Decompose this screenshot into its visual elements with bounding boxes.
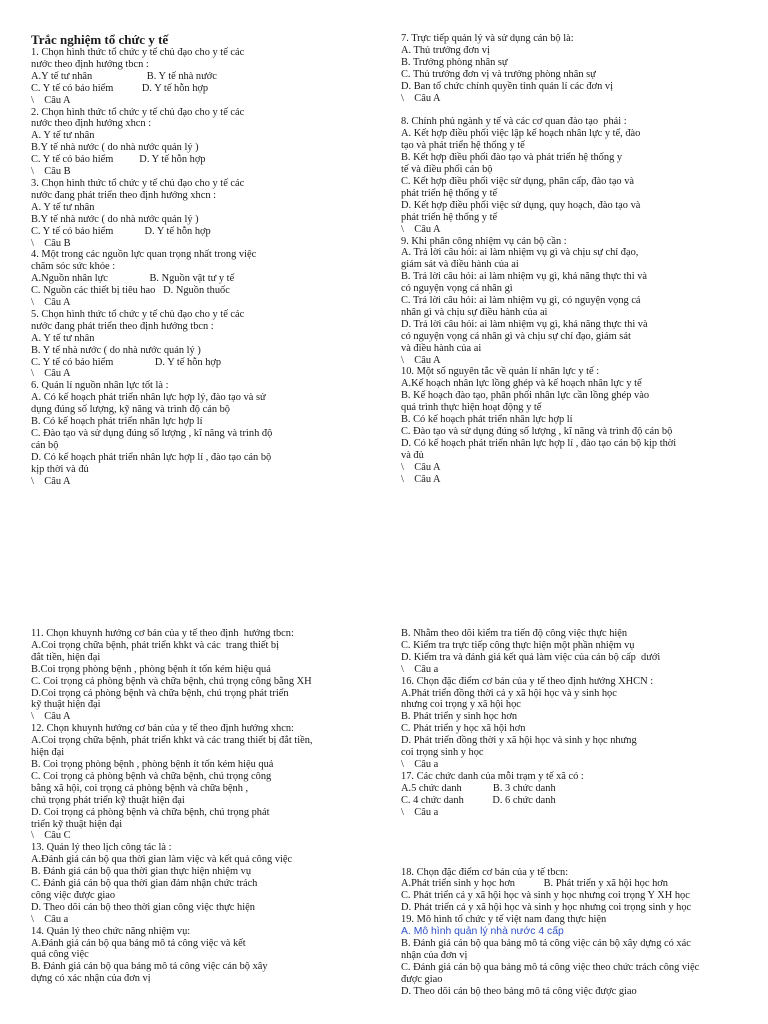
- text-line: B. Trả lời câu hỏi: ai làm nhiệm vụ gì, khả năng thực thi và: [401, 271, 648, 283]
- text-line: bằng xã hội, coi trọng cả phòng bệnh và chữa bệnh ,: [31, 782, 249, 794]
- answer-line: \ Câu a: [401, 806, 439, 818]
- answer-line: \ Câu a: [401, 758, 439, 770]
- text-line: A. Mô hình quản lý nhà nước 4 cấp: [401, 926, 564, 938]
- spacer: [401, 819, 753, 831]
- text-line: C. Kết hợp điều phối việc sử dụng, phân cấp, đào tạo và: [401, 175, 635, 187]
- text-line: tạo và phát triển hệ thống y tế: [401, 140, 525, 152]
- question-block: [31, 47, 381, 488]
- text-line: C. Đánh giá cán bộ qua bảng mô tả công việc theo chức trách công việc: [401, 961, 700, 973]
- text-line: coi trọng sinh y học: [401, 747, 484, 759]
- text-line: A.Đánh giá cán bộ qua bảng mô tả công việc và kết: [31, 937, 246, 949]
- text-line: B. Trưởng phòng nhân sự: [401, 56, 508, 68]
- text-line: A. Có kế hoạch phát triển nhân lực hợp lý, đào tạo và sử: [31, 392, 266, 404]
- text-line: C. Nguồn các thiết bị tiêu hao D. Nguồn thuốc: [31, 285, 230, 297]
- text-line: và điều hành của ai: [401, 342, 482, 354]
- answer-line: \ Câu A: [31, 368, 71, 380]
- question-block: [401, 628, 753, 997]
- answer-line: \ Câu B: [31, 166, 71, 178]
- text-line: B.Y tế nhà nước ( do nhà nước quản lý ): [31, 142, 199, 154]
- text-line: 14. Quản lý theo chức năng nhiệm vụ:: [31, 925, 191, 937]
- column-top-left: [31, 33, 381, 593]
- text-line: triển kỹ thuật hiện đại: [31, 818, 123, 830]
- text-line: B. Kế hoạch đào tạo, phân phối nhân lực cần lồng ghép vào: [401, 390, 650, 402]
- text-line: D. Theo dõi cán bộ theo bảng mô tả công việc được giao: [401, 985, 637, 997]
- text-line: B. Y tế nhà nước ( do nhà nước quản lý ): [31, 344, 201, 356]
- text-line: C. Coi trọng cả phòng bệnh và chữa bệnh, chú trọng công bằng XH: [31, 675, 312, 687]
- text-line: 19. Mô hình tổ chức y tế việt nam đang thực hiện: [401, 914, 607, 926]
- text-line: đắt tiền, hiện đại: [31, 651, 101, 663]
- answer-line: \ Câu a: [31, 913, 69, 925]
- column-bottom-left: [31, 628, 381, 1024]
- text-line: B. Đánh giá cán bộ qua bảng mô tả công việc cán bộ xây: [31, 961, 268, 973]
- text-line: 9. Khi phân công nhiệm vụ cán bộ cần :: [401, 235, 567, 247]
- text-line: D. Coi trọng cả phòng bệnh và chữa bệnh, chú trọng phát: [31, 806, 270, 818]
- text-line: A. Trả lời câu hỏi: ai làm nhiệm vụ gì và chịu sự chỉ đạo,: [401, 247, 639, 259]
- text-line: 7. Trực tiếp quản lý và sử dụng cán bộ là:: [401, 33, 574, 44]
- text-line: 8. Chính phủ ngành y tế và các cơ quan đào tạo phải :: [401, 116, 627, 128]
- text-line: 16. Chọn đặc điểm cơ bản của y tế theo định hướng XHCN :: [401, 675, 654, 687]
- answer-line: \ Câu B: [31, 237, 71, 249]
- answer-line: \ Câu A: [401, 92, 441, 104]
- text-line: A.Phát triển đồng thời cả y xã hội học và y sinh học: [401, 687, 617, 699]
- text-line: cán bộ: [31, 439, 59, 451]
- text-line: B. Phát triển y sinh học hơn: [401, 711, 518, 723]
- text-line: hiện đại: [31, 747, 65, 759]
- text-line: nước theo định hướng tbcn :: [31, 58, 149, 70]
- text-line: C. Đánh giá cán bộ qua thời gian đảm nhận chức trách: [31, 878, 258, 890]
- question-block: [401, 33, 753, 486]
- text-line: A. Y tế tư nhân: [31, 130, 95, 142]
- text-line: A.Phát triển sinh y học hơn B. Phát triển y xã hội học hơn: [401, 878, 668, 890]
- text-line: C. Đào tạo và sử dụng đúng số lượng , kĩ năng và trình độ cán bộ: [401, 426, 673, 437]
- text-line: 4. Một trong các nguồn lực quan trọng nhất trong việc: [31, 249, 257, 261]
- text-line: giám sát và điều hành của ai: [401, 259, 519, 271]
- spacer: [401, 855, 753, 867]
- text-line: A.Nguồn nhân lực B. Nguồn vật tư y tế: [31, 273, 235, 285]
- text-line: phát triển hệ thống y tế: [401, 211, 498, 223]
- text-line: 17. Các chức danh của mỗi trạm y tế xã có :: [401, 770, 584, 782]
- text-line: 11. Chọn khuynh hướng cơ bản của y tế theo định hướng tbcn:: [31, 628, 294, 639]
- answer-line: \ Câu A: [31, 297, 71, 309]
- text-line: A.Coi trọng chữa bệnh, phát triển khkt và các trang thiết bị: [31, 639, 280, 651]
- text-line: chú trọng phát triển kỹ thuật hiện đại: [31, 794, 185, 806]
- text-line: 13. Quản lý theo lịch công tác là :: [31, 842, 172, 854]
- text-line: nước theo định hướng xhcn :: [31, 118, 152, 130]
- text-line: kịp thời và đủ: [31, 463, 89, 475]
- text-line: nước đang phát triển theo định hướng xhcn :: [31, 189, 217, 201]
- text-line: 18. Chọn đặc điểm cơ bản của y tế tbcn:: [401, 866, 569, 878]
- text-line: D. Có kế hoạch phát triển nhân lực hợp lí , đào tạo cán bộ kịp thời: [401, 437, 677, 449]
- text-line: B. Kết hợp điều phối đào tạo và phát triển hệ thống y: [401, 152, 623, 164]
- text-line: C. Đào tạo và sử dụng đúng số lượng , kĩ năng và trình độ: [31, 428, 273, 439]
- text-line: A.Đánh giá cán bộ qua thời gian làm việc và kết quả công việc: [31, 854, 293, 866]
- text-line: có nguyện vọng cá nhân gì: [401, 283, 513, 295]
- text-line: C. Phát triển cả y xã hội học và sinh y học nhưng coi trọng Y XH học: [401, 890, 690, 902]
- question-block: [31, 628, 381, 985]
- document-title: Trắc nghiệm tổ chức y tế: [31, 33, 169, 47]
- text-line: được giao: [401, 973, 443, 985]
- text-line: C. 4 chức danh D. 6 chức danh: [401, 794, 556, 806]
- answer-line: \ Câu A: [31, 94, 71, 106]
- text-line: B.Y tế nhà nước ( do nhà nước quản lý ): [31, 213, 199, 225]
- text-line: dựng có xác nhận của đơn vị: [31, 973, 151, 985]
- text-line: B. Đánh giá cán bộ qua thời gian thực hiện nhiệm vụ: [31, 866, 252, 878]
- text-line: A.5 chức danh B. 3 chức danh: [401, 782, 556, 794]
- text-line: B. Có kế hoạch phát triển nhân lực hợp lí: [31, 416, 203, 428]
- text-line: D.Coi trọng cả phòng bệnh và chữa bệnh, chú trọng phát triển: [31, 687, 289, 699]
- answer-line: \ Câu A: [401, 223, 441, 235]
- answer-line: \ Câu A: [401, 473, 441, 485]
- text-line: A. Kết hợp điều phối việc lập kế hoạch nhân lực y tế, đào: [401, 128, 641, 140]
- text-line: 5. Chọn hình thức tổ chức y tế chủ đạo cho y tế các: [31, 308, 245, 320]
- text-line: D. Trả lời câu hỏi: ai làm nhiệm vụ gì, khả năng thực thi và: [401, 318, 648, 330]
- text-line: C. Y tế có bảo hiểm D. Y tế hỗn hợp: [31, 356, 222, 368]
- text-line: D. Phát triển đồng thời y xã hội học và sinh y học nhưng: [401, 735, 637, 747]
- spacer: [401, 843, 753, 855]
- text-line: C. Coi trọng cả phòng bệnh và chữa bệnh, chú trọng công: [31, 770, 272, 782]
- answer-line: \ Câu A: [31, 711, 71, 723]
- answer-line: \ Câu A: [401, 354, 441, 366]
- text-line: A. Y tế tư nhân: [31, 332, 95, 344]
- text-line: A.Coi trọng chữa bệnh, phát triển khkt và các trang thiết bị đắt tiền,: [31, 735, 313, 747]
- text-line: nhân gì và chịu sự điều hành của ai: [401, 306, 548, 318]
- spacer: [401, 831, 753, 843]
- text-line: C. Trả lời câu hỏi: ai làm nhiệm vụ gì, có nguyện vọng cá: [401, 295, 641, 307]
- text-line: A. Y tế tư nhân: [31, 201, 95, 213]
- text-line: C. Y tế có bảo hiểm D. Y tế hỗn hợp: [31, 82, 209, 94]
- text-line: phát triển hệ thống y tế: [401, 187, 498, 199]
- text-line: C. Y tế có bảo hiểm D. Y tế hỗn hợp: [31, 154, 206, 166]
- text-line: A.Kế hoạch nhân lực lồng ghép và kế hoạch nhân lực y tế: [401, 378, 642, 390]
- text-line: B.Coi trọng phòng bệnh , phòng bệnh ít tốn kém hiệu quả: [31, 663, 271, 675]
- text-line: B. Nhằm theo dõi kiểm tra tiến độ công việc thực hiện: [401, 628, 628, 639]
- text-line: C. Thủ trưởng đơn vị và trưởng phòng nhân sự: [401, 68, 596, 80]
- text-line: nhận của đơn vị: [401, 949, 468, 961]
- text-line: D. Theo dõi cán bộ theo thời gian công việc thực hiện: [31, 901, 255, 913]
- text-line: tế và điều phối cán bộ: [401, 164, 493, 176]
- column-top-right: [401, 33, 753, 593]
- text-line: D. Ban tổ chức chính quyền tỉnh quản lí các đơn vị: [401, 80, 613, 92]
- answer-line: \ Câu A: [401, 461, 441, 473]
- text-line: D. Phát triển cả y xã hội học và sinh y học nhưng coi trọng sinh y học: [401, 902, 692, 914]
- text-line: nhưng coi trọng y xã hội học: [401, 699, 521, 711]
- text-line: nước đang phát triển theo định hướng tbcn :: [31, 320, 214, 332]
- text-line: 12. Chọn khuynh hướng cơ bản của y tế theo định hướng xhcn:: [31, 723, 294, 735]
- text-line: kỹ thuật hiện đại: [31, 699, 101, 711]
- text-line: 3. Chọn hình thức tổ chức y tế chủ đạo cho y tế các: [31, 177, 245, 189]
- text-line: C. Phát triển y học xã hội hơn: [401, 723, 526, 735]
- column-bottom-right: [401, 628, 753, 1024]
- text-line: 6. Quản lí nguồn nhân lực tốt là :: [31, 380, 169, 392]
- text-line: A.Y tế tư nhân B. Y tế nhà nước: [31, 70, 217, 82]
- text-line: C. Y tế có bảo hiểm D. Y tế hỗn hợp: [31, 225, 211, 237]
- spacer: [401, 104, 753, 116]
- text-line: quả công việc: [31, 949, 89, 961]
- text-line: B. Đánh giá cán bộ qua bảng mô tả công việc cán bộ xây dựng có xác: [401, 937, 691, 949]
- answer-line: \ Câu a: [401, 663, 439, 675]
- text-line: B. Có kế hoạch phát triển nhân lực hợp lí: [401, 414, 573, 426]
- text-line: dụng đúng số lượng, kỹ năng và trình độ cán bộ: [31, 404, 230, 416]
- answer-line: \ Câu A: [31, 475, 71, 487]
- text-line: có nguyện vọng cá nhân gì và chịu sự chỉ đạo, giám sát: [401, 330, 631, 342]
- text-line: 10. Một số nguyên tắc về quản lí nhân lực y tế :: [401, 366, 600, 378]
- text-line: C. Kiểm tra trực tiếp công thực hiện một phần nhiệm vụ: [401, 639, 635, 651]
- text-line: chăm sóc sức khỏe :: [31, 261, 116, 273]
- text-line: 1. Chọn hình thức tổ chức y tế chủ đạo cho y tế các: [31, 47, 245, 58]
- text-line: quá trình thực hiện hoạt động y tế: [401, 402, 542, 414]
- text-line: B. Coi trọng phòng bệnh , phòng bệnh ít tốn kém hiệu quả: [31, 758, 274, 770]
- text-line: và đủ: [401, 449, 424, 461]
- text-line: 2. Chọn hình thức tổ chức y tế chủ đạo cho y tế các: [31, 106, 245, 118]
- text-line: công việc được giao: [31, 889, 116, 901]
- text-line: D. Có kế hoạch phát triển nhân lực hợp lí , đào tạo cán bộ: [31, 451, 272, 463]
- text-line: D. Kết hợp điều phối việc sử dụng, quy hoạch, đào tạo và: [401, 199, 641, 211]
- text-line: A. Thủ trưởng đơn vị: [401, 44, 490, 56]
- text-line: D. Kiểm tra và đánh giá kết quả làm việc của cán bộ cấp dưới: [401, 651, 661, 663]
- answer-line: \ Câu C: [31, 830, 71, 842]
